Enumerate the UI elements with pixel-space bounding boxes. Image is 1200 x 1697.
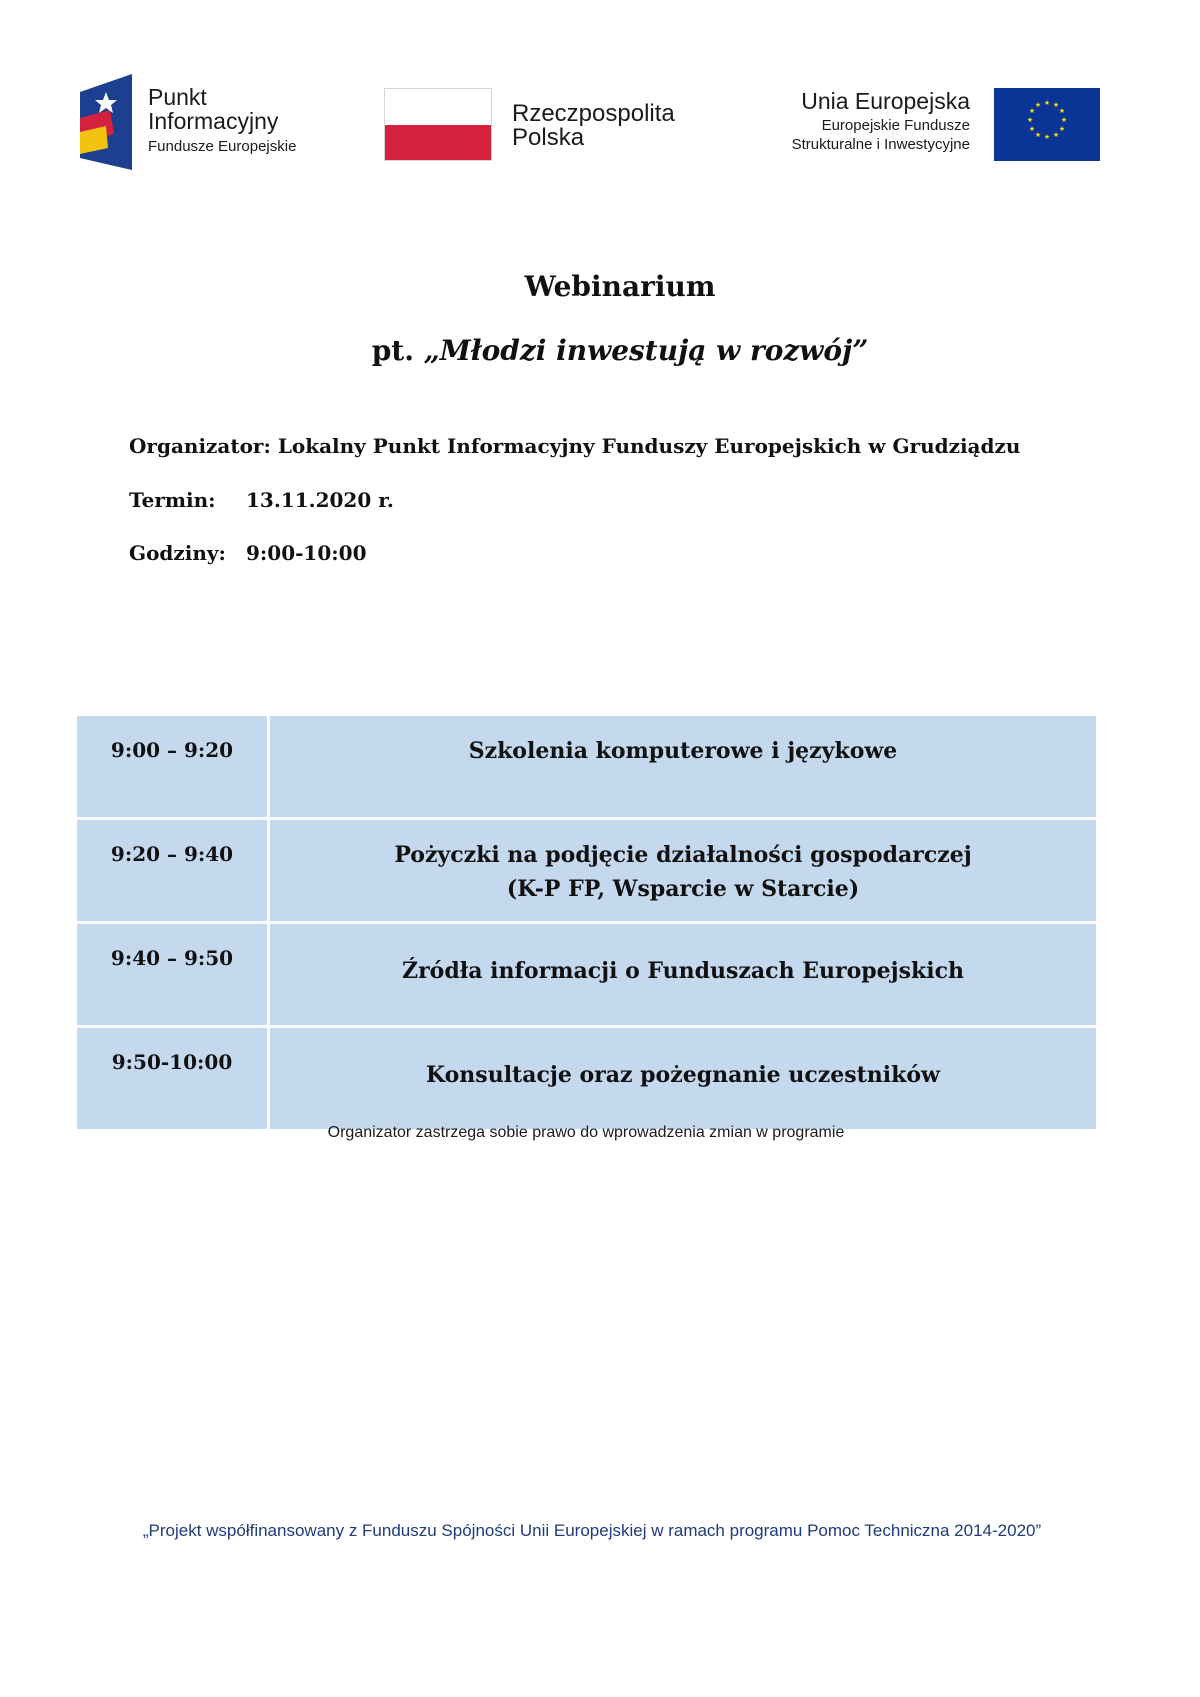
agenda-time: 9:00 – 9:20	[76, 715, 269, 819]
table-row	[76, 1027, 1098, 1131]
svg-text:★: ★	[1028, 125, 1036, 133]
svg-text:★: ★	[1058, 107, 1066, 115]
eu-flag-icon	[994, 88, 1100, 161]
footer-project-note: „Projekt współfinansowany z Funduszu Spójności Unii Europejskiej w ramach programu Pomoc Techniczna 2014-2020”	[142, 1521, 1042, 1540]
svg-text:★: ★	[1034, 131, 1042, 139]
organizer-label: Organizator:	[129, 434, 271, 458]
page-title: Webinarium	[524, 270, 716, 303]
table-row	[76, 715, 1098, 819]
agenda-topic-line1: Źródła informacji o Funduszach Europejskich	[402, 958, 964, 984]
punkt-informacyjny-logo	[80, 74, 320, 170]
agenda-topic	[269, 715, 1098, 819]
disclaimer-note: Organizator zastrzega sobie prawo do wprowadzenia zmian w programie	[327, 1124, 845, 1141]
table-row	[76, 819, 1098, 923]
unia-line1: Unia Europejska	[801, 88, 970, 114]
unia-europejska-logo	[740, 88, 1100, 162]
subtitle-name: „Młodzi inwestują w rozwój”	[423, 334, 869, 367]
rzeczpospolita-line1: Rzeczpospolita	[512, 100, 675, 127]
agenda-topic-line2: (K-P FP, Wsparcie w Starcie)	[506, 876, 860, 902]
svg-text:★: ★	[1043, 99, 1051, 107]
agenda-topic-line1: Konsultacje oraz pożegnanie uczestników	[426, 1062, 940, 1088]
agenda-topic-line1: Szkolenia komputerowe i językowe	[468, 738, 898, 764]
unia-line2: Europejskie Fundusze	[821, 117, 970, 134]
page-subtitle	[0, 334, 1200, 367]
agenda-topic	[269, 923, 1098, 1027]
svg-text:★: ★	[1058, 125, 1066, 133]
svg-text:★: ★	[1026, 116, 1034, 124]
agenda-topic	[269, 1027, 1098, 1131]
term-label: Termin:	[129, 488, 216, 512]
organizer-value: Lokalny Punkt Informacyjny Funduszy Europejskich w Grudziądzu	[277, 434, 1021, 458]
term-value: 13.11.2020 r.	[246, 488, 394, 512]
agenda-topic-line1: Pożyczki na podjęcie działalności gospodarczej	[394, 842, 972, 868]
hours-value: 9:00-10:00	[246, 541, 367, 565]
agenda-time: 9:50-10:00	[76, 1027, 269, 1131]
punkt-informacyjny-flag-icon	[80, 74, 132, 170]
svg-text:★: ★	[1028, 107, 1036, 115]
svg-text:★: ★	[1060, 116, 1068, 124]
svg-text:★: ★	[1052, 101, 1060, 109]
term-row	[129, 488, 394, 512]
agenda-time: 9:40 – 9:50	[76, 923, 269, 1027]
unia-line3: Strukturalne i Inwestycyjne	[791, 136, 970, 153]
polish-flag-icon	[384, 88, 492, 161]
svg-text:★: ★	[1043, 133, 1051, 141]
table-row	[76, 923, 1098, 1027]
punkt-logo-line1: Punkt	[148, 84, 207, 110]
punkt-logo-line3: Fundusze Europejskie	[148, 138, 297, 155]
organizer-row	[129, 434, 1020, 458]
punkt-logo-line2: Informacyjny	[148, 108, 279, 134]
agenda-table	[74, 713, 1099, 1132]
svg-text:★: ★	[1034, 101, 1042, 109]
svg-text:★: ★	[1052, 131, 1060, 139]
hours-label: Godziny:	[129, 541, 226, 565]
rzeczpospolita-line2: Polska	[512, 124, 585, 152]
subtitle-prefix: pt.	[371, 334, 424, 367]
agenda-time: 9:20 – 9:40	[76, 819, 269, 923]
agenda-topic	[269, 819, 1098, 923]
rzeczpospolita-logo	[384, 88, 704, 162]
hours-row	[129, 541, 366, 565]
